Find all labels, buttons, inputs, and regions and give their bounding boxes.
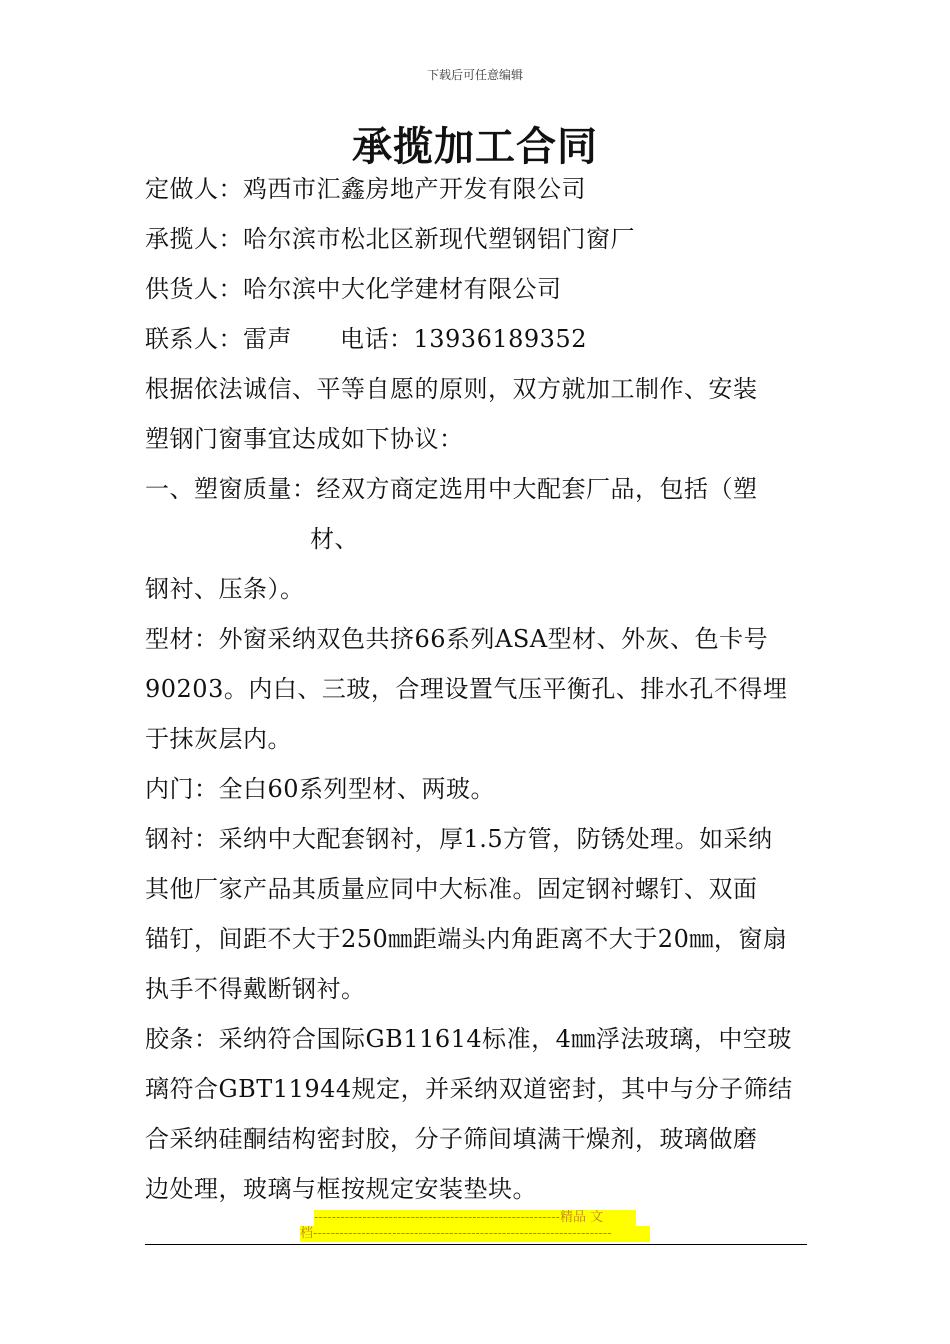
steel-liner-para-line-1: 钢衬：采纳中大配套钢衬，厚1.5方管，防锈处理。如采纳 — [145, 825, 773, 853]
seal-strip-para-line-4: 边处理，玻璃与框按规定安装垫块。 — [145, 1175, 537, 1203]
profile-para-line-2: 90203。内白、三玻，合理设置气压平衡孔、排水孔不得埋 — [145, 675, 788, 703]
steel-liner-para-line-3: 锚钉，间距不大于250㎜距端头内角距离不大于20㎜，窗扇 — [145, 925, 788, 953]
footer-divider — [145, 1244, 807, 1245]
clause-1-end: 钢衬、压条）。 — [145, 575, 305, 603]
profile-para-line-3: 于抹灰层内。 — [145, 725, 292, 753]
seal-strip-para-line-2: 璃符合GBT11944规定，并采纳双道密封，其中与分子筛结 — [145, 1075, 793, 1103]
clause-1-heading: 一、塑窗质量：经双方商定选用中大配套厂品，包括（塑 — [145, 475, 758, 503]
page-header-note: 下载后可任意编辑 — [426, 68, 523, 82]
seal-strip-para-line-3: 合采纳硅酮结构密封胶，分子筛间填满干燥剂，玻璃做磨 — [145, 1125, 758, 1153]
footer-banner-row-2: 档-------------------------------------------------------------------- — [300, 1226, 650, 1242]
seal-strip-para-line-1: 胶条：采纳符合国际GB11614标准，4㎜浮法玻璃，中空玻 — [145, 1025, 792, 1053]
contact-line — [145, 314, 810, 364]
contact-person: 联系人：雷声 — [145, 325, 292, 353]
document-title: 承揽加工合同 — [352, 123, 598, 170]
footer-watermark-banner — [300, 1210, 650, 1242]
preamble-line-1: 根据依法诚信、平等自愿的原则，双方就加工制作、安装 — [145, 375, 758, 403]
clause-1-continuation: 材、 — [310, 525, 359, 553]
footer-banner-row-1: --------------------------------------------------------精品 文 — [314, 1210, 636, 1226]
profile-para-line-1: 型材：外窗采纳双色共挤66系列ASA型材、外灰、色卡号 — [145, 625, 769, 653]
preamble-line-2: 塑钢门窗事宜达成如下协议： — [145, 425, 464, 453]
supplier-line: 供货人：哈尔滨中大化学建材有限公司 — [145, 275, 562, 303]
orderer-line: 定做人：鸡西市汇鑫房地产开发有限公司 — [145, 175, 586, 203]
inner-door-line: 内门：全白60系列型材、两玻。 — [145, 775, 496, 803]
contact-phone: 电话：13936189352 — [340, 325, 587, 353]
steel-liner-para-line-4: 执手不得戴断钢衬。 — [145, 975, 366, 1003]
contractor-line: 承揽人：哈尔滨市松北区新现代塑钢铝门窗厂 — [145, 225, 635, 253]
steel-liner-para-line-2: 其他厂家产品其质量应同中大标准。固定钢衬螺钉、双面 — [145, 875, 758, 903]
